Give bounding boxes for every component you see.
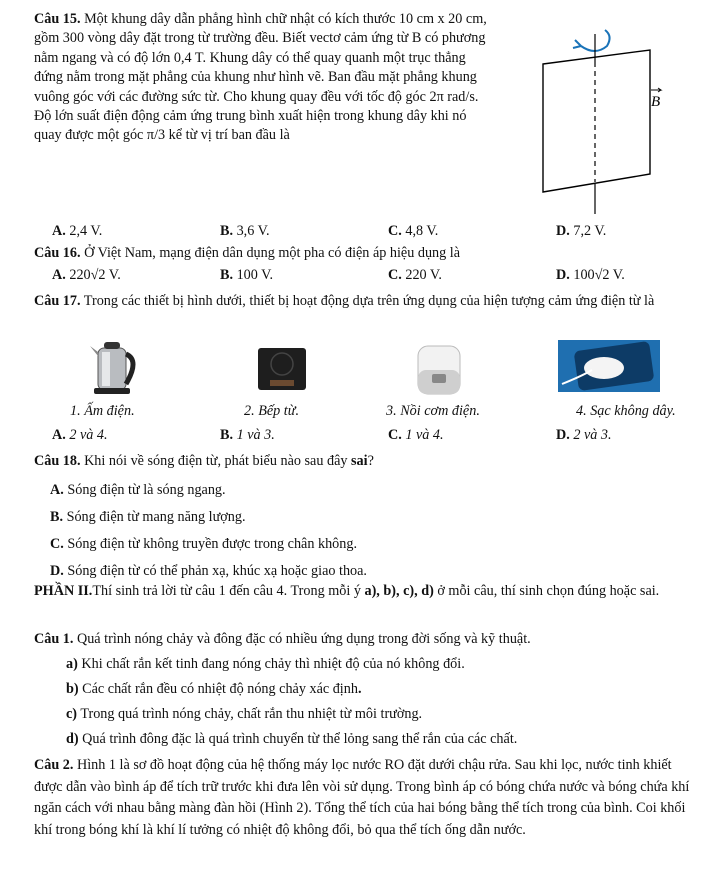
option-d[interactable]: D. Sóng điện từ có thể phản xạ, khúc xạ hoặc giao thoa.: [50, 563, 367, 579]
question-15: [34, 10, 494, 146]
option-c[interactable]: C. Sóng điện từ không truyền được trong chân không.: [50, 536, 357, 552]
part2-question-1: Câu 1. Quá trình nóng chảy và đông đặc có nhiều ứng dụng trong đời sống và kỹ thuật.: [34, 631, 531, 647]
question-text: Một khung dây dẫn phẳng hình chữ nhật có kích thước 10 cm x 20 cm, gồm 300 vòng dây đặt trong từ trường đều. Biết vectơ cảm ứng từ B có phương nằm ngang và có độ lớn 0,4 T. Khung dây có thể quay quanh một trục thẳng đứng nằm trong mặt phẳng của khung như hình vẽ. Ban đầu mặt phẳng khung vuông góc với các đường sức từ. Cho khung quay đều với tốc độ góc 2π rad/s. Độ lớn suất điện động cảm ứng trung bình xuất hiện trong khung dây khi nó quay được một góc π/3 kể từ vị trí ban đầu là: [34, 11, 487, 144]
option-b[interactable]: B. Sóng điện từ mang năng lượng.: [50, 509, 246, 525]
rice-cooker-image: [414, 340, 464, 398]
option-a[interactable]: A. 2 và 4.: [52, 427, 108, 443]
option-c[interactable]: C. 1 và 4.: [388, 427, 444, 443]
option-b[interactable]: B. 1 và 3.: [220, 427, 275, 443]
caption-2: 2. Bếp từ.: [244, 403, 300, 419]
field-vector-label: B: [651, 94, 661, 110]
electric-kettle-image: [84, 338, 144, 398]
vector-arrow-icon: [651, 88, 661, 92]
q16-options: [52, 266, 706, 286]
q15-options: [52, 222, 706, 242]
option-d[interactable]: D. 100√2 V.: [556, 267, 625, 283]
statement-c[interactable]: c) Trong quá trình nóng chảy, chất rắn thu nhiệt từ môi trường.: [66, 706, 423, 722]
question-18: Câu 18. Khi nói về sóng điện từ, phát biểu nào sau đây sai?: [34, 453, 374, 469]
option-b[interactable]: B. 3,6 V.: [220, 223, 270, 239]
wireless-charger-image: [558, 340, 660, 392]
statement-d[interactable]: d) Quá trình đông đặc là quá trình chuyển từ thể lỏng sang thể rắn của các chất.: [66, 731, 518, 747]
option-c[interactable]: C. 4,8 V.: [388, 223, 439, 239]
option-a[interactable]: A. 220√2 V.: [52, 267, 121, 283]
question-17: Câu 17. Trong các thiết bị hình dưới, thiết bị hoạt động dựa trên ứng dụng của hiện tượng cảm ứng điện từ là: [34, 293, 655, 309]
option-b[interactable]: B. 100 V.: [220, 267, 274, 283]
rotating-coil-figure: [515, 22, 695, 222]
option-a[interactable]: A. 2,4 V.: [52, 223, 103, 239]
coil-frame: [543, 50, 650, 192]
induction-cooker-image: [256, 346, 308, 392]
part-2-instructions: PHẦN II.Thí sinh trả lời từ câu 1 đến câu 4. Trong mỗi ý a), b), c), d) ở mỗi câu, thí sinh chọn đúng hoặc sai.: [34, 583, 660, 599]
option-a[interactable]: A. Sóng điện từ là sóng ngang.: [50, 482, 226, 498]
statement-b[interactable]: b) Các chất rắn đều có nhiệt độ nóng chảy xác định.: [66, 681, 362, 697]
caption-4: 4. Sạc không dây.: [576, 403, 676, 419]
q17-options: [52, 426, 706, 446]
statement-a[interactable]: a) Khi chất rắn kết tinh đang nóng chảy thì nhiệt độ của nó không đổi.: [66, 656, 465, 672]
option-d[interactable]: D. 7,2 V.: [556, 223, 607, 239]
part2-question-2: Câu 2. Hình 1 là sơ đồ hoạt động của hệ thống máy lọc nước RO đặt dưới chậu rửa. Sau khi lọc, nước tinh khiết được dẫn vào bình áp để tích trữ trước khi đưa lên vòi sử dụng. Trong bình áp có bóng chứa nước và bóng chứa khí ngăn cách với nhau bằng màng đàn hồi (Hình 2). Tổng thể tích của hai bóng bằng thể tích trong của bình. Coi khối khí trong bóng khí là khí lí tưởng có nhiệt độ không đổi, bỏ qua thể tích ống dẫn nước.: [34, 757, 690, 838]
option-d[interactable]: D. 2 và 3.: [556, 427, 612, 443]
question-label: Câu 15.: [34, 11, 81, 27]
caption-3: 3. Nồi cơm điện.: [386, 403, 480, 419]
caption-1: 1. Ấm điện.: [70, 403, 135, 419]
option-c[interactable]: C. 220 V.: [388, 267, 442, 283]
question-16: Câu 16. Ở Việt Nam, mạng điện dân dụng một pha có điện áp hiệu dụng là: [34, 245, 461, 261]
